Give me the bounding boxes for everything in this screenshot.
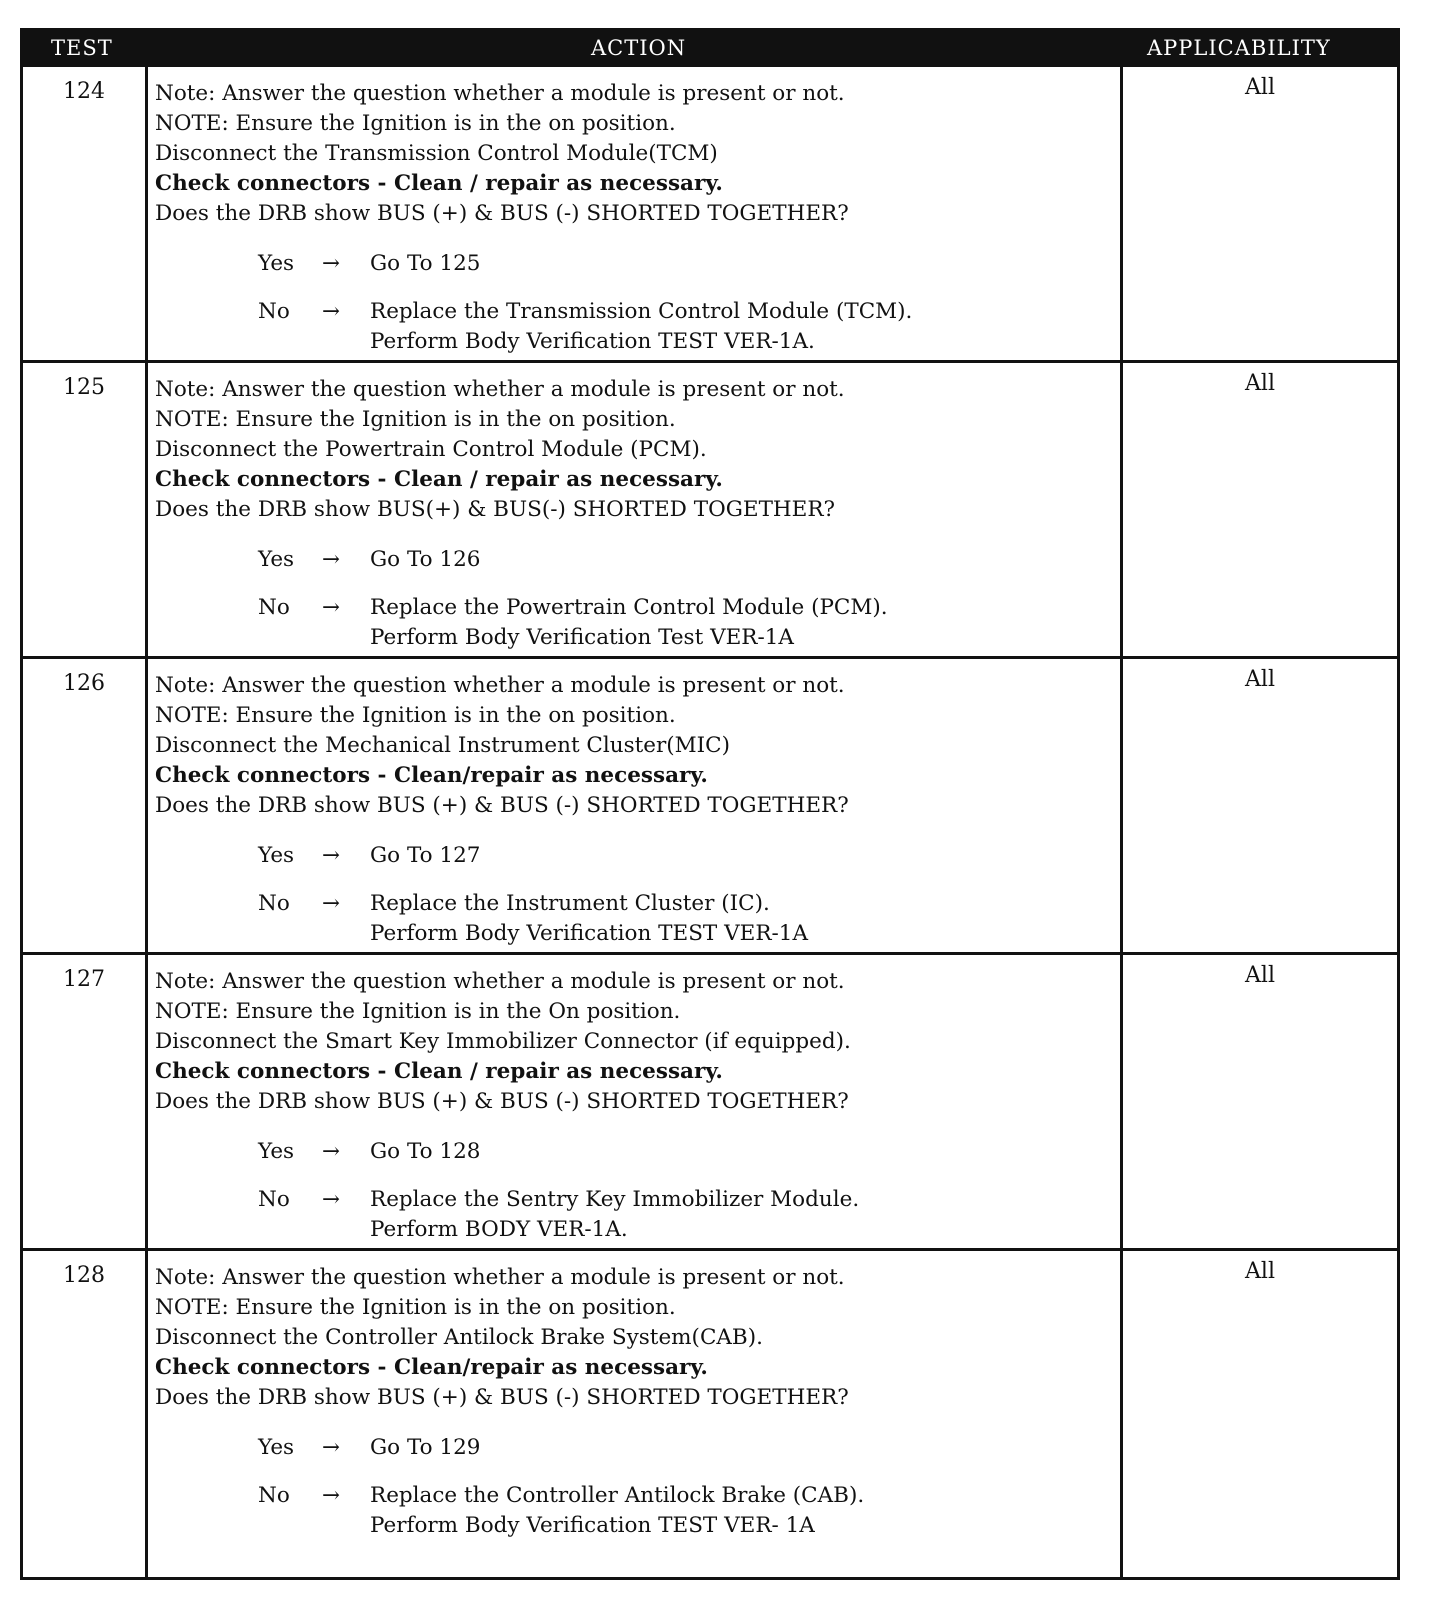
- applicability-value: All: [1245, 75, 1275, 100]
- test-cell: [23, 363, 148, 656]
- table-row: [23, 659, 1397, 955]
- no-action: [370, 889, 808, 949]
- action-line: Does the DRB show BUS (+) & BUS (-) SHORTED TOGETHER?: [155, 1385, 849, 1410]
- action-line: Does the DRB show BUS (+) & BUS (-) SHORTED TOGETHER?: [155, 201, 849, 226]
- arrow-right-icon: →: [322, 547, 341, 572]
- no-action-line: Replace the Sentry Key Immobilizer Module.: [370, 1187, 860, 1212]
- table-row: [23, 955, 1397, 1251]
- action-cell: [148, 1251, 1123, 1577]
- table-row: [23, 363, 1397, 659]
- action-cell: [148, 363, 1123, 656]
- arrow-right-icon: →: [322, 843, 341, 868]
- arrow-right-icon: →: [322, 299, 341, 324]
- diagnostic-table: [20, 28, 1400, 1580]
- test-number: 128: [63, 1263, 105, 1288]
- yes-label: Yes: [258, 1139, 295, 1164]
- yes-goto: Go To 127: [370, 843, 481, 868]
- header-applicability: APPLICABILITY: [1147, 36, 1331, 60]
- no-action: [370, 297, 912, 357]
- header-action: ACTION: [591, 36, 687, 60]
- no-action: [370, 1185, 859, 1245]
- test-number: 125: [63, 375, 105, 400]
- yes-label: Yes: [258, 843, 295, 868]
- action-line-bold: Check connectors - Clean/repair as necessary.: [155, 763, 708, 788]
- action-line: Disconnect the Mechanical Instrument Cluster(MIC): [155, 733, 730, 758]
- action-line-bold: Check connectors - Clean / repair as necessary.: [155, 171, 723, 196]
- test-number: 127: [63, 967, 105, 992]
- no-action-line: Replace the Instrument Cluster (IC).: [370, 891, 770, 916]
- action-line: Does the DRB show BUS(+) & BUS(-) SHORTED TOGETHER?: [155, 497, 836, 522]
- no-label: No: [258, 299, 290, 324]
- action-line-bold: Check connectors - Clean / repair as necessary.: [155, 467, 723, 492]
- action-line: Note: Answer the question whether a module is present or not.: [155, 81, 845, 106]
- arrow-right-icon: →: [322, 251, 341, 276]
- table-row: [23, 1251, 1397, 1577]
- yes-label: Yes: [258, 251, 295, 276]
- action-line: Note: Answer the question whether a module is present or not.: [155, 969, 845, 994]
- no-label: No: [258, 891, 290, 916]
- action-line: Disconnect the Transmission Control Module(TCM): [155, 141, 718, 166]
- yes-label: Yes: [258, 1435, 295, 1460]
- no-action-line: Perform Body Verification TEST VER-1A.: [370, 329, 815, 354]
- no-action-line: Replace the Controller Antilock Brake (CAB).: [370, 1483, 865, 1508]
- test-cell: [23, 67, 148, 360]
- no-action-line: Replace the Powertrain Control Module (PCM).: [370, 595, 888, 620]
- action-line: Does the DRB show BUS (+) & BUS (-) SHORTED TOGETHER?: [155, 793, 849, 818]
- no-label: No: [258, 1483, 290, 1508]
- yes-goto: Go To 125: [370, 251, 481, 276]
- action-line-bold: Check connectors - Clean / repair as necessary.: [155, 1059, 723, 1084]
- applicability-value: All: [1245, 963, 1275, 988]
- no-label: No: [258, 1187, 290, 1212]
- applicability-value: All: [1245, 371, 1275, 396]
- test-cell: [23, 1251, 148, 1577]
- arrow-right-icon: →: [322, 595, 341, 620]
- test-cell: [23, 659, 148, 952]
- arrow-right-icon: →: [322, 1139, 341, 1164]
- action-cell: [148, 659, 1123, 952]
- yes-goto: Go To 126: [370, 547, 481, 572]
- no-action: [370, 1481, 864, 1541]
- applicability-value: All: [1245, 667, 1275, 692]
- test-number: 124: [63, 79, 105, 104]
- yes-goto: Go To 129: [370, 1435, 481, 1460]
- no-action-line: Perform BODY VER-1A.: [370, 1217, 628, 1242]
- table-row: [23, 67, 1397, 363]
- arrow-right-icon: →: [322, 891, 341, 916]
- no-action-line: Replace the Transmission Control Module (TCM).: [370, 299, 913, 324]
- table-header: [23, 31, 1397, 67]
- yes-goto: Go To 128: [370, 1139, 481, 1164]
- action-cell: [148, 67, 1123, 360]
- applicability-cell: [1123, 659, 1397, 952]
- action-line: NOTE: Ensure the Ignition is in the on position.: [155, 1295, 676, 1320]
- arrow-right-icon: →: [322, 1187, 341, 1212]
- arrow-right-icon: →: [322, 1483, 341, 1508]
- action-line: Disconnect the Powertrain Control Module (PCM).: [155, 437, 707, 462]
- applicability-cell: [1123, 67, 1397, 360]
- no-action: [370, 593, 888, 653]
- no-action-line: Perform Body Verification TEST VER-1A: [370, 921, 808, 946]
- action-line: Note: Answer the question whether a module is present or not.: [155, 1265, 845, 1290]
- test-number: 126: [63, 671, 105, 696]
- action-line: Disconnect the Smart Key Immobilizer Connector (if equipped).: [155, 1029, 851, 1054]
- action-line: NOTE: Ensure the Ignition is in the on position.: [155, 407, 676, 432]
- no-label: No: [258, 595, 290, 620]
- arrow-right-icon: →: [322, 1435, 341, 1460]
- no-action-line: Perform Body Verification TEST VER- 1A: [370, 1513, 815, 1538]
- action-line: Note: Answer the question whether a module is present or not.: [155, 673, 845, 698]
- action-cell: [148, 955, 1123, 1248]
- yes-label: Yes: [258, 547, 295, 572]
- header-test: TEST: [51, 36, 113, 60]
- applicability-value: All: [1245, 1259, 1275, 1284]
- test-cell: [23, 955, 148, 1248]
- action-line: NOTE: Ensure the Ignition is in the On position.: [155, 999, 681, 1024]
- action-line-bold: Check connectors - Clean/repair as necessary.: [155, 1355, 708, 1380]
- action-line: Note: Answer the question whether a module is present or not.: [155, 377, 845, 402]
- action-line: NOTE: Ensure the Ignition is in the on position.: [155, 703, 676, 728]
- action-line: NOTE: Ensure the Ignition is in the on position.: [155, 111, 676, 136]
- no-action-line: Perform Body Verification Test VER-1A: [370, 625, 794, 650]
- applicability-cell: [1123, 363, 1397, 656]
- applicability-cell: [1123, 1251, 1397, 1577]
- applicability-cell: [1123, 955, 1397, 1248]
- action-line: Does the DRB show BUS (+) & BUS (-) SHORTED TOGETHER?: [155, 1089, 849, 1114]
- action-line: Disconnect the Controller Antilock Brake System(CAB).: [155, 1325, 763, 1350]
